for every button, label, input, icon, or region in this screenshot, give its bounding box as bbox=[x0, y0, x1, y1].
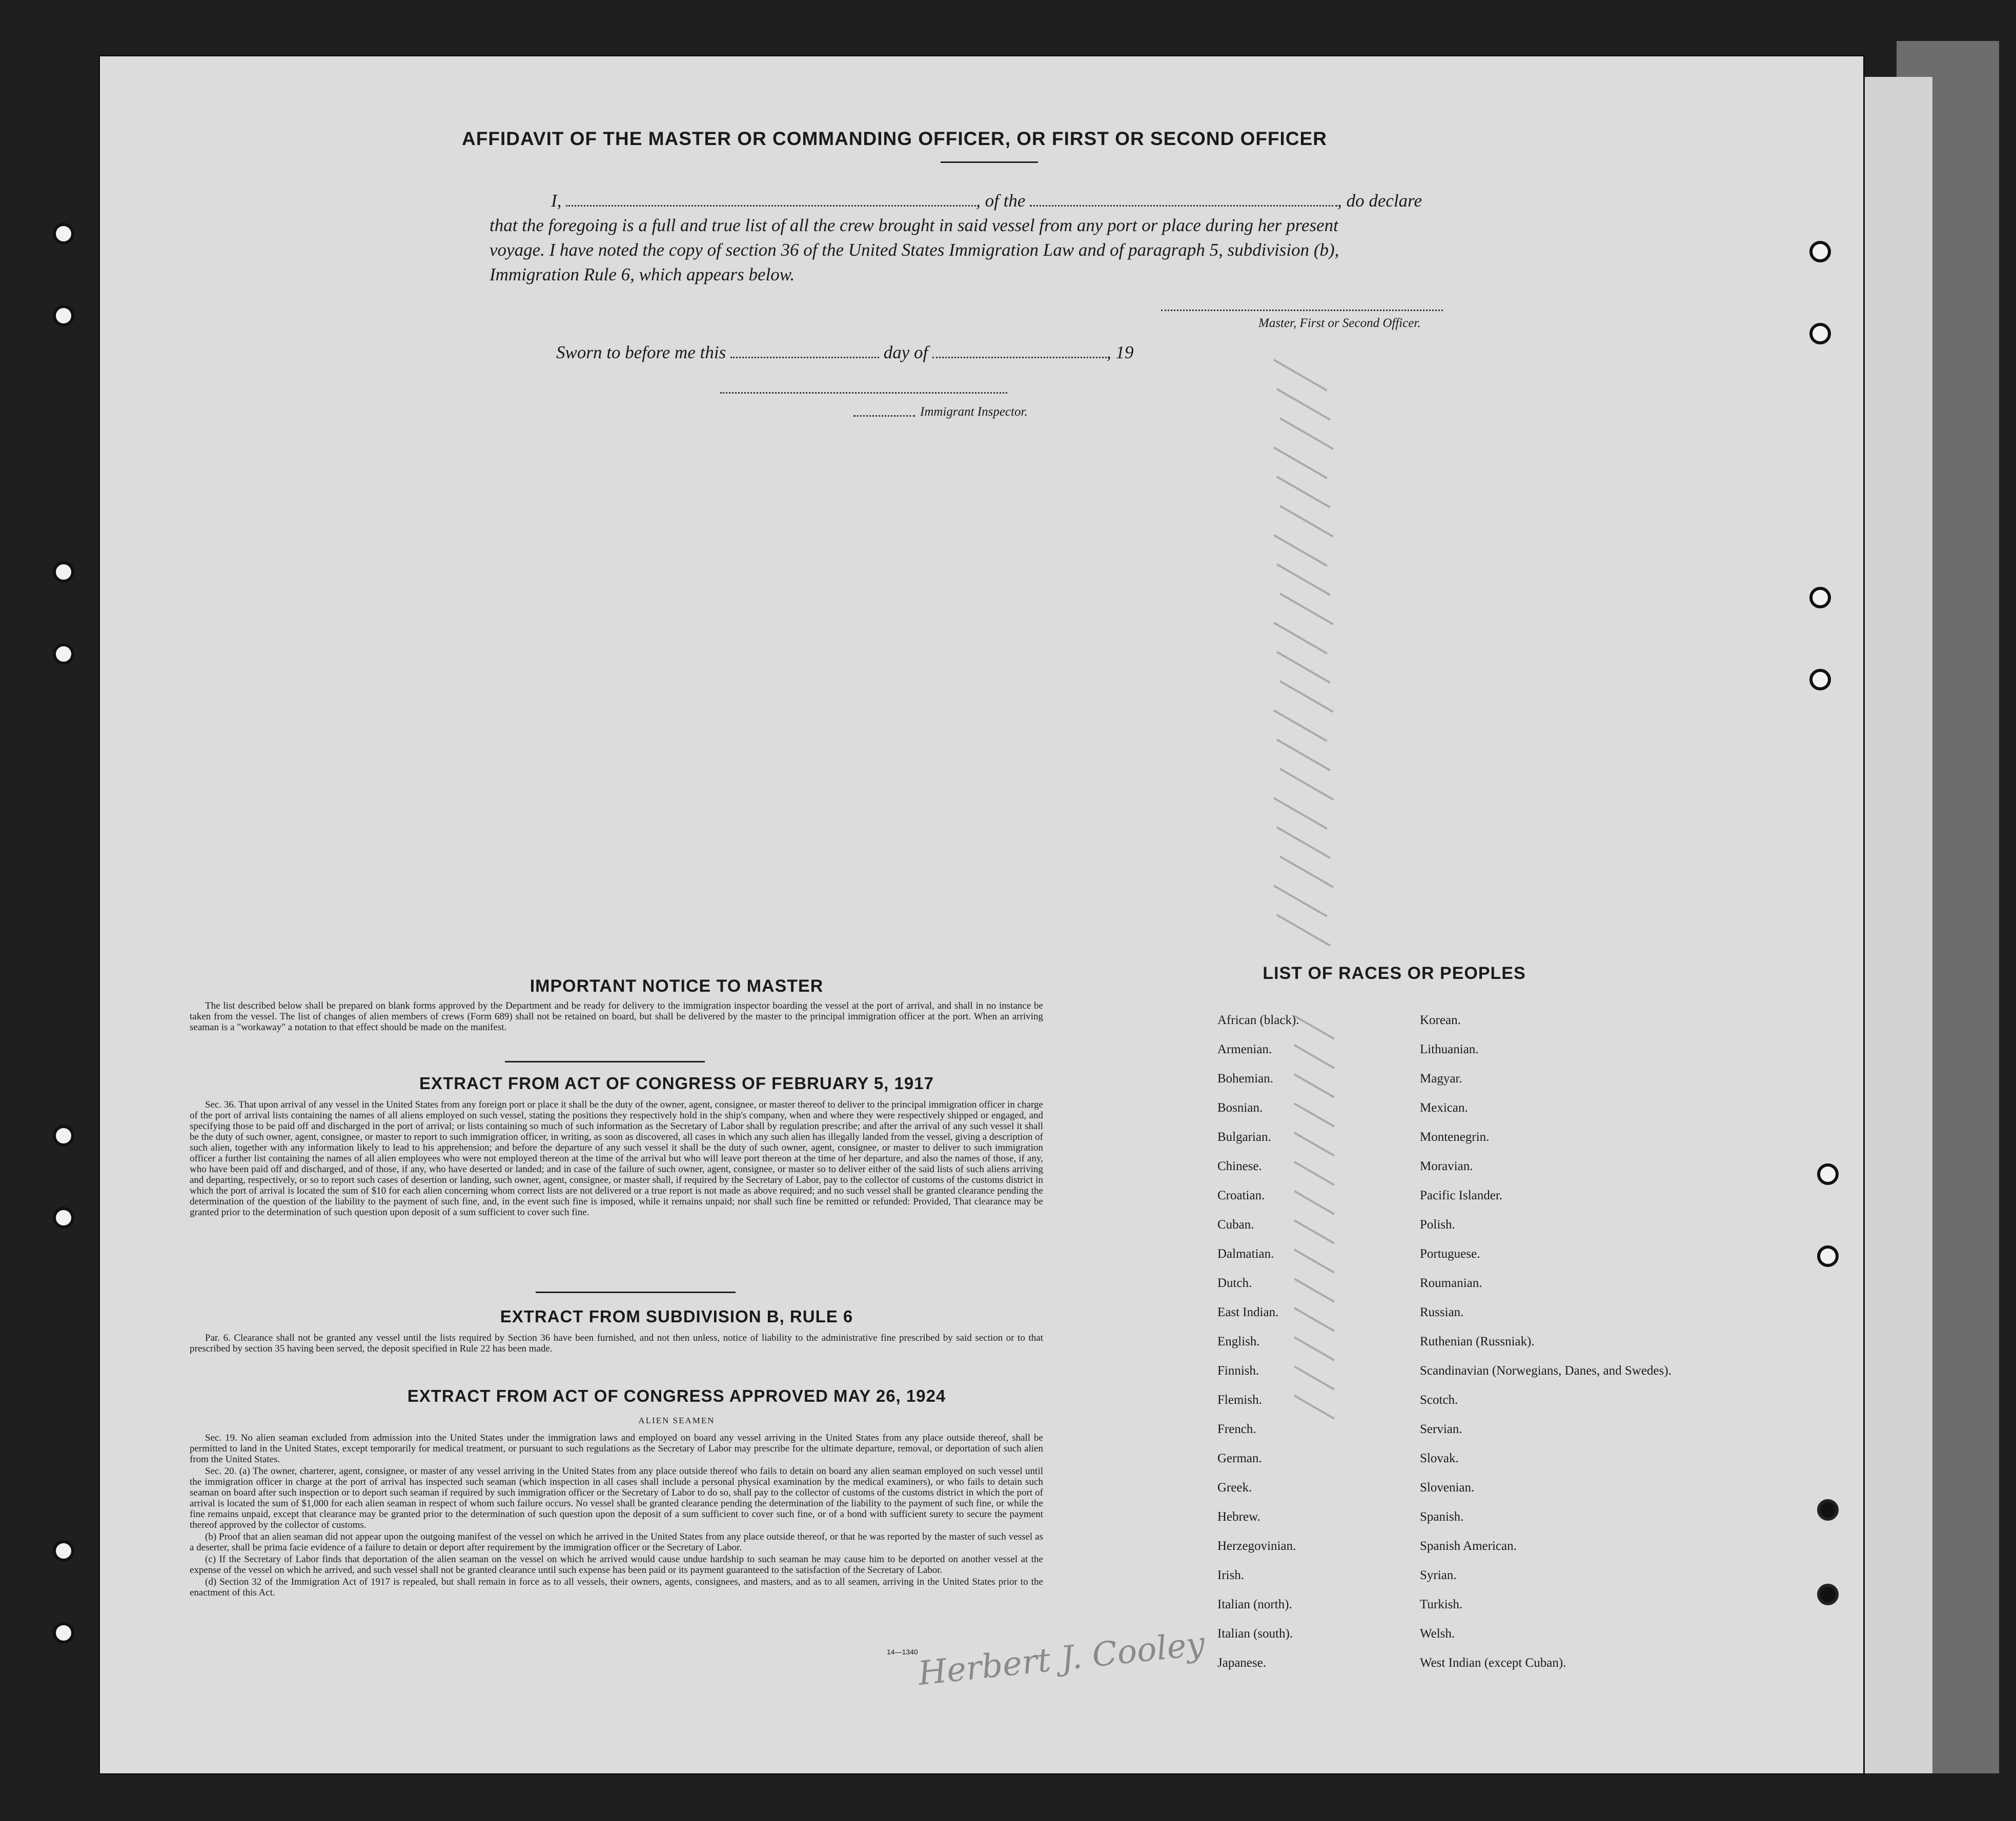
binder-hole bbox=[1809, 587, 1831, 608]
extract-1917-title: EXTRACT FROM ACT OF CONGRESS OF FEBRUARY 5, 1917 bbox=[419, 1074, 934, 1093]
race-item: Montenegrin. bbox=[1420, 1130, 1490, 1144]
race-item: Syrian. bbox=[1420, 1568, 1457, 1582]
race-item: African (black). bbox=[1217, 1013, 1299, 1027]
title-rule bbox=[941, 161, 1038, 163]
ghost-check-mark bbox=[1276, 914, 1331, 946]
sworn-month-blank bbox=[932, 356, 1107, 358]
races-column-1 bbox=[1217, 1013, 1402, 1685]
inspector-signature-line bbox=[720, 392, 1007, 394]
race-item: Moravian. bbox=[1420, 1159, 1473, 1173]
ghost-check-mark bbox=[1273, 797, 1328, 829]
race-item: Croatian. bbox=[1217, 1189, 1265, 1202]
notice-body bbox=[190, 1000, 1043, 1034]
section-rule bbox=[536, 1292, 736, 1293]
extract-1917-paragraph: Sec. 36. That upon arrival of any vessel in the United States from any foreign port or place it shall be the duty of the owner, agent, consignee, or master thereof to deliver to the principal immigration officer in charge of the port of arrival lists containing the names of all aliens employed on such vessel, stating the positions they respectively hold in the ship's company, when and where they were respectively shipped or engaged, and specifying those to be paid off and discharged in the port of arrival; or lists containing so much of such information as the Secretary of Labor shall by regulation prescribe; and after the arrival of any such vessel it shall be the duty of such owner, agent, consignee, or master to report to such immigration officer, in writing, as soon as discovered, all cases in which any such alien has illegally landed from the vessel, giving a description of such alien, together with any information likely to lead to his apprehension; and before the departure of any such vessel it shall be the duty of such owner, agent, consignee, or master to deliver to such immigration officer a further list containing the names of all alien employees who were not employed thereon at the time of the arrival but who will leave port thereon at the time of her departure, and also the names of those, if any, who have been paid off and discharged, and of those, if any, who have deserted or landed; and in case of the failure of such owner, agent, consignee, or master so to deliver either of the said lists of such aliens arriving and departing, respectively, or so to report such cases of desertion or landing, such owner, agent, consignee, or master shall, if required by the Secretary of Labor, pay to the collector of customs of the customs district in which the port of arrival is located the sum of $10 for each alien concerning whom correct lists are not delivered or a true report is not made as above required; and no such vessel shall be granted clearance pending the determination of the question of the liability to the payment of such fine, and, in the event such fine is imposed, while it remains unpaid; nor shall such fine be remitted or refunded: Provided, That clearance may be granted prior to the determination of such question upon deposit of a sum sufficient to cover such fine. bbox=[190, 1099, 1043, 1218]
race-item: Magyar. bbox=[1420, 1072, 1462, 1086]
race-item: Greek. bbox=[1217, 1481, 1252, 1495]
sworn-year: , 19 bbox=[1106, 342, 1134, 362]
races-column-2 bbox=[1420, 1013, 1672, 1685]
race-item: West Indian (except Cuban). bbox=[1420, 1656, 1566, 1670]
master-label: Master, First or Second Officer. bbox=[1258, 316, 1421, 330]
binder-hole bbox=[53, 561, 74, 583]
sworn-text: Sworn to before me this bbox=[556, 342, 726, 362]
binder-hole bbox=[53, 1125, 74, 1147]
affidavit-line-1 bbox=[551, 191, 1422, 211]
sworn-day-blank bbox=[730, 356, 879, 358]
binder-hole bbox=[1817, 1245, 1839, 1267]
ghost-check-mark bbox=[1273, 885, 1328, 917]
affidavit-of-the: , of the bbox=[976, 191, 1026, 211]
extract-1924-p1: Sec. 19. No alien seaman excluded from admission into the United States under the immigration laws and employed on board any vessel arriving in the United States from any place outside thereof, shall be permitted to land in the United States, except temporarily for medical treatment, or pursuant to such regulations as the Secretary of Labor may prescribe for the ultimate departure, removal, or deportation of such alien from the United States. bbox=[190, 1433, 1043, 1465]
race-item: Portuguese. bbox=[1420, 1247, 1480, 1261]
ghost-check-mark bbox=[1276, 651, 1331, 683]
binder-hole bbox=[53, 223, 74, 244]
race-item: Servian. bbox=[1420, 1422, 1462, 1436]
section-rule bbox=[505, 1061, 705, 1062]
binder-hole bbox=[53, 1622, 74, 1644]
race-item: Finnish. bbox=[1217, 1364, 1259, 1378]
affidavit-line-2: that the foregoing is a full and true list of all the crew brought in said vessel from any port or place during her present bbox=[490, 215, 1338, 235]
document-page bbox=[100, 56, 1863, 1773]
race-item: Dutch. bbox=[1217, 1276, 1252, 1290]
binder-hole bbox=[53, 1540, 74, 1562]
race-item: Bosnian. bbox=[1217, 1101, 1263, 1115]
binder-hole bbox=[1817, 1499, 1839, 1521]
race-item: Mexican. bbox=[1420, 1101, 1468, 1115]
race-item: Scotch. bbox=[1420, 1393, 1458, 1407]
ghost-check-mark bbox=[1279, 417, 1334, 449]
vessel-blank bbox=[1030, 204, 1337, 207]
race-item: Japanese. bbox=[1217, 1656, 1267, 1670]
extract-rule6-body bbox=[190, 1333, 1043, 1355]
ghost-check-mark bbox=[1273, 359, 1328, 391]
race-item: Flemish. bbox=[1217, 1393, 1262, 1407]
races-title: LIST OF RACES OR PEOPLES bbox=[1262, 964, 1526, 983]
race-item: East Indian. bbox=[1217, 1305, 1279, 1319]
race-item: Slovenian. bbox=[1420, 1481, 1475, 1495]
extract-1924-body bbox=[190, 1433, 1043, 1599]
ghost-check-mark bbox=[1273, 446, 1328, 479]
ghost-check-mark bbox=[1276, 388, 1331, 420]
affidavit-i: I, bbox=[551, 191, 562, 211]
race-item: Chinese. bbox=[1217, 1159, 1262, 1173]
affidavit-line-3: voyage. I have noted the copy of section 36 of the United States Immigration Law and of paragraph 5, subdivision (b), bbox=[490, 240, 1339, 260]
race-item: Italian (south). bbox=[1217, 1627, 1293, 1641]
binder-hole bbox=[1809, 323, 1831, 344]
race-item: Bohemian. bbox=[1217, 1072, 1274, 1086]
ghost-check-mark bbox=[1276, 563, 1331, 596]
race-item: English. bbox=[1217, 1335, 1260, 1348]
ghost-check-mark bbox=[1279, 855, 1334, 888]
race-item: Russian. bbox=[1420, 1305, 1464, 1319]
race-item: Spanish. bbox=[1420, 1510, 1464, 1524]
binder-hole bbox=[1809, 669, 1831, 690]
ghost-check-mark bbox=[1276, 826, 1331, 858]
inspector-label: Immigrant Inspector. bbox=[920, 405, 1028, 419]
notice-paragraph: The list described below shall be prepared on blank forms approved by the Department and be ready for delivery to the immigration inspector boarding the vessel at the port of arrival, and shall in no instance be taken from the vessel. The list of changes of alien members of crews (Form 689) shall not be retained on board, but shall be delivered by the master to the principal immigration officer at the port. When an arriving seaman is a "workaway" a notation to that effect should be made on the manifest. bbox=[190, 1000, 1043, 1033]
extract-1924-p5: (d) Section 32 of the Immigration Act of 1917 is repealed, but shall remain in force as to all vessels, their owners, agents, consignees, and masters, and as to all seamen, arriving in the United States prior to the enactment of this Act. bbox=[190, 1577, 1043, 1598]
race-item: German. bbox=[1217, 1451, 1262, 1465]
notice-title: IMPORTANT NOTICE TO MASTER bbox=[530, 976, 824, 996]
race-item: Pacific Islander. bbox=[1420, 1189, 1503, 1202]
affidavit-title: AFFIDAVIT OF THE MASTER OR COMMANDING OFFICER, OR FIRST OR SECOND OFFICER bbox=[462, 128, 1327, 149]
binder-hole bbox=[53, 305, 74, 326]
master-signature-line bbox=[1161, 310, 1443, 311]
ghost-check-mark bbox=[1279, 592, 1334, 625]
race-item: Irish. bbox=[1217, 1568, 1245, 1582]
extract-1924-p3: (b) Proof that an alien seaman did not appear upon the outgoing manifest of the vessel on which he arrived in the United States from any place outside thereof, or that he was reported by the master of such vessel as a deserter, shall be prima facie evidence of a failure to detain or deport after requirement by the immigration officer or the Secretary of Labor. bbox=[190, 1531, 1043, 1553]
affidavit-declare: , do declare bbox=[1337, 191, 1422, 211]
race-item: Bulgarian. bbox=[1217, 1130, 1271, 1144]
binder-hole bbox=[1817, 1584, 1839, 1605]
handwritten-signature: Herbert J. Cooley bbox=[916, 1625, 1207, 1693]
extract-1924-p4: (c) If the Secretary of Labor finds that deportation of the alien seaman on the vessel on which he arrived would cause undue hardship to such seaman he may cause him to be deported on another vessel at the expense of the vessel on which he arrived, and such vessel shall not be granted clearance until such expense has been paid or its payment guaranteed to the satisfaction of the Secretary of Labor. bbox=[190, 1554, 1043, 1576]
ghost-check-mark bbox=[1276, 476, 1331, 508]
ghost-check-mark bbox=[1276, 739, 1331, 771]
race-item: Ruthenian (Russniak). bbox=[1420, 1335, 1535, 1348]
ghost-check-mark bbox=[1279, 768, 1334, 800]
race-item: Lithuanian. bbox=[1420, 1042, 1479, 1056]
extract-1924-subtitle: ALIEN SEAMEN bbox=[638, 1416, 715, 1425]
race-item: Armenian. bbox=[1217, 1042, 1272, 1056]
race-item: Cuban. bbox=[1217, 1218, 1254, 1232]
name-blank bbox=[566, 204, 976, 207]
race-item: French. bbox=[1217, 1422, 1256, 1436]
extract-1924-title: EXTRACT FROM ACT OF CONGRESS APPROVED MAY 26, 1924 bbox=[407, 1386, 946, 1405]
sworn-line bbox=[556, 342, 1133, 363]
ghost-check-mark bbox=[1279, 680, 1334, 712]
ghost-check-mark bbox=[1273, 622, 1328, 654]
extract-1917-body bbox=[190, 1099, 1043, 1219]
race-item: Turkish. bbox=[1420, 1598, 1463, 1611]
affidavit-line-4: Immigration Rule 6, which appears below. bbox=[490, 264, 795, 284]
race-item: Herzegovinian. bbox=[1217, 1539, 1296, 1553]
race-item: Spanish American. bbox=[1420, 1539, 1517, 1553]
race-item: Welsh. bbox=[1420, 1627, 1455, 1641]
race-item: Slovak. bbox=[1420, 1451, 1459, 1465]
race-item: Italian (north). bbox=[1217, 1598, 1292, 1611]
binder-hole bbox=[1817, 1163, 1839, 1185]
race-item: Polish. bbox=[1420, 1218, 1455, 1232]
race-item: Scandinavian (Norwegians, Danes, and Swedes). bbox=[1420, 1364, 1672, 1378]
binder-hole bbox=[53, 1207, 74, 1229]
extract-rule6-title: EXTRACT FROM SUBDIVISION B, RULE 6 bbox=[500, 1307, 853, 1326]
extract-rule6-paragraph: Par. 6. Clearance shall not be granted any vessel until the lists required by Section 36 have been furnished, and not then unless, notice of liability to the administrative fine prescribed by said section or to that prescribed by section 35 having been served, the deposit specified in Rule 22 has been made. bbox=[190, 1333, 1043, 1354]
sworn-day-of: day of bbox=[883, 342, 928, 362]
race-item: Hebrew. bbox=[1217, 1510, 1260, 1524]
ghost-check-mark bbox=[1273, 709, 1328, 742]
ghost-check-mark bbox=[1279, 505, 1334, 537]
race-item: Korean. bbox=[1420, 1013, 1461, 1027]
race-item: Dalmatian. bbox=[1217, 1247, 1274, 1261]
inspector-label-dots bbox=[853, 415, 915, 417]
form-number: 14—1340 bbox=[887, 1648, 918, 1656]
binder-hole bbox=[1809, 241, 1831, 262]
race-item: Roumanian. bbox=[1420, 1276, 1482, 1290]
binder-hole bbox=[53, 643, 74, 665]
extract-1924-p2: Sec. 20. (a) The owner, charterer, agent, consignee, or master of any vessel arriving in the United States from any place outside thereof who fails to detain on board any alien seaman employed on such vessel until the immigration officer in charge at the port of arrival has inspected such seaman (which inspection in all cases shall include a personal physical examination by the medical examiners), or who fails to detain such seaman on board after such inspection or to deport such seaman if required by such immigration officer or the Secretary of Labor to do so, shall pay to the collector of customs of the customs district in which the port of arrival is located the sum of $1,000 for each alien seaman in respect of whom such failure occurs. No vessel shall be granted clearance pending the determination of the liability to the payment of such fine, or while the fine remains unpaid, except that clearance may be granted prior to the determination of such question upon the deposit of a sum sufficient to cover such fine, or of a bond with sufficient surety to secure the payment thereof approved by the collector of customs. bbox=[190, 1466, 1043, 1530]
ghost-check-mark bbox=[1273, 534, 1328, 566]
